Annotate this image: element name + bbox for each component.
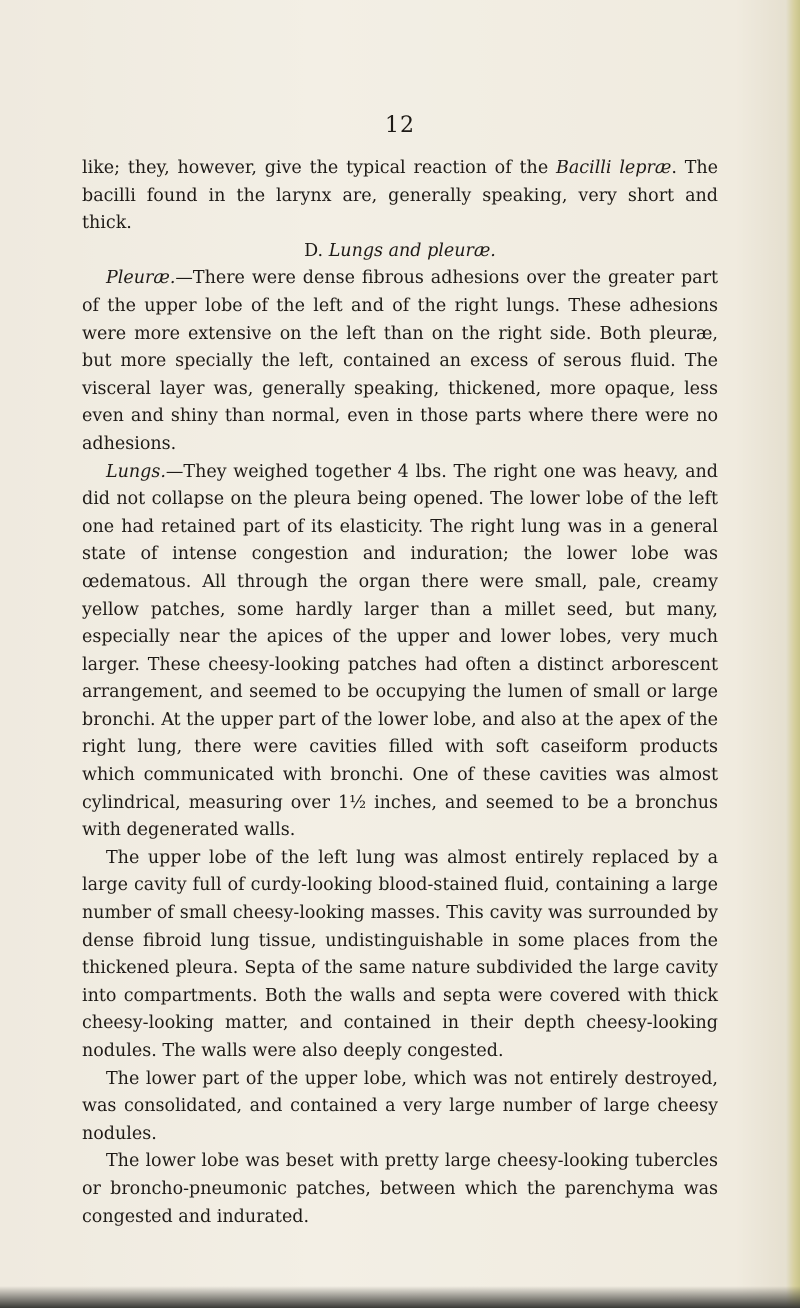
paragraph-text: —They weighed together 4 lbs. The right one was heavy, and did not collapse on the pleura being opened. The lower lobe of the left one had retained part of its elasticity. The right lung was in a general state of intense congestion and induration; the lower lobe was œdematous. All through the organ there were small, pale, creamy yellow patches, some hardly larger than a millet seed, but many, especially near the apices of the upper and lower lobes, very much larger. These cheesy-looking patches had often a distinct arborescent arrangement, and seemed to be occupying the lumen of small or large bronchi. At the upper part of the lower lobe, and also at the apex of the right lung, there were cavities filled with soft caseiform products which communicated with bronchi. One of these cavities was almost cylindrical, measuring over 1½ inches, and seemed to be a bronchus with degenerated walls. — [82, 461, 718, 841]
paragraph-lead: Pleuræ. — [106, 268, 176, 289]
paragraph-continuation — [82, 155, 718, 238]
italic-term: Bacilli lepræ — [556, 158, 672, 178]
page-bottom-shadow — [0, 1286, 800, 1308]
section-title: Lungs and pleuræ. — [328, 240, 496, 261]
paragraph-pleurae — [82, 265, 718, 458]
paragraph-lower-lobe: The lower lobe was beset with pretty large cheesy-looking tubercles or broncho-pneumonic patches, between which the parenchyma was congested and indurated. — [82, 1151, 718, 1227]
page-edge — [786, 0, 800, 1308]
paragraph-lead: Lungs. — [106, 461, 166, 482]
paragraph-text: —There were dense fibrous adhesions over the greater part of the upper lobe of the left and of the right lungs. These adhesions were more extensive on the left than on the right side. Both pleuræ, but more specially the left, contained an excess of serous fluid. The visceral layer was, generally speaking, thickened, more opaque, less even and shiny than normal, even in those parts where there were no adhesions. — [82, 268, 718, 454]
paragraph-text: . The bacilli found in the larynx are, generally speaking, very short and thick. — [82, 158, 719, 234]
section-heading — [82, 238, 718, 266]
body-text — [82, 155, 718, 1231]
paragraph-text: like; they, however, give the typical reaction of the — [82, 158, 557, 178]
paragraph-lungs — [82, 459, 718, 845]
section-letter: D. — [304, 240, 324, 261]
paragraph-upper-lobe: The upper lobe of the left lung was almost entirely replaced by a large cavity full of curdy-looking blood-stained fluid, containing a large number of small cheesy-looking masses. This cavity was surrounded by dense fibroid lung tissue, undistinguishable in some places from the thickened pleura. Septa of the same nature subdivided the large cavity into compartments. Both the walls and septa were covered with thick cheesy-looking matter, and contained in their depth cheesy-looking nodules. The walls were also deeply congested. — [82, 847, 718, 1061]
paragraph-lower-part: The lower part of the upper lobe, which was not entirely destroyed, was consolidated, and contained a very large number of large cheesy nodules. — [82, 1068, 718, 1144]
page-number: 12 — [385, 113, 415, 138]
